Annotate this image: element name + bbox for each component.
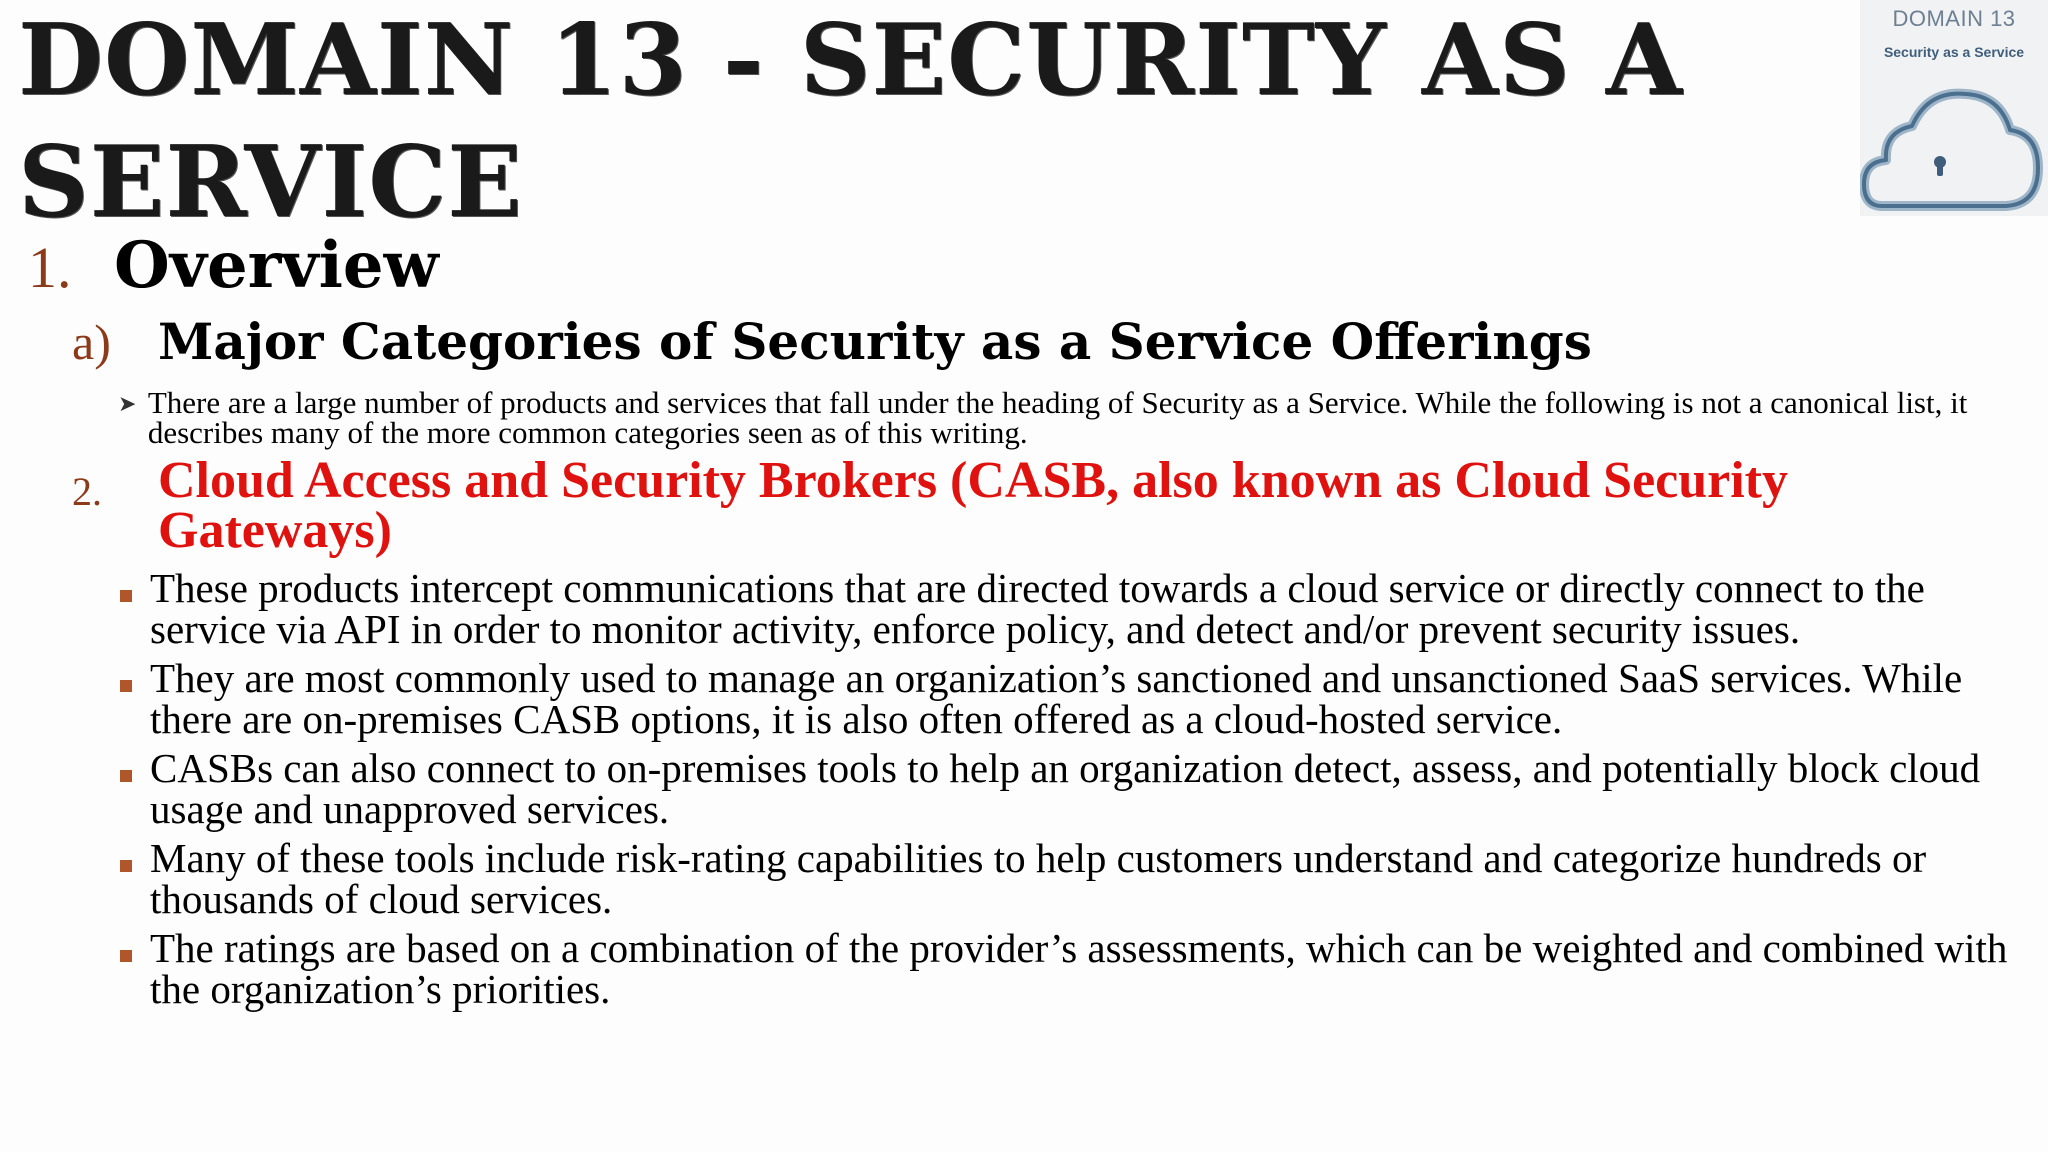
bullet-text: They are most commonly used to manage an organization’s sanctioned and unsanctioned SaaS services. While there are on-premises CASB options, it is also often offered as a cloud-hosted service. <box>150 655 1963 742</box>
list-item <box>118 655 2018 742</box>
logo-title: DOMAIN 13 <box>1892 6 2016 31</box>
logo-subtitle: Security as a Service <box>1883 44 2025 60</box>
domain-logo <box>1860 0 2048 216</box>
major-categories-bullet <box>118 385 2008 450</box>
square-bullet-icon <box>118 658 150 698</box>
arrow-bullet-icon: ➤ <box>118 392 137 417</box>
square-bullet-icon <box>118 568 150 608</box>
square-bullet-icon <box>118 928 150 968</box>
casb-number: 2. <box>72 469 102 514</box>
casb-title: Cloud Access and Security Brokers (CASB, also known as Cloud Security Gateways) <box>158 452 1789 559</box>
square-bullet-icon <box>118 748 150 788</box>
major-categories-heading <box>72 312 1592 371</box>
overview-title: Overview <box>114 228 439 303</box>
casb-bullet-list <box>118 565 2018 1018</box>
bullet-text: These products intercept communications that are directed towards a cloud service or directly connect to the service via API in order to monitor activity, enforce policy, and detect and/or prevent security issues. <box>150 565 1925 652</box>
major-categories-title: Major Categories of Security as a Service Offerings <box>158 312 1592 371</box>
casb-heading <box>72 452 1978 559</box>
list-item <box>118 925 2018 1012</box>
square-bullet-icon <box>118 838 150 878</box>
cloud-lock-icon <box>1860 80 2048 216</box>
major-categories-label: a) <box>72 314 111 370</box>
overview-heading <box>28 228 439 303</box>
bullet-text: Many of these tools include risk-rating capabilities to help customers understand and categorize hundreds or thousands of cloud services. <box>150 835 1927 922</box>
bullet-text: CASBs can also connect to on-premises tools to help an organization detect, assess, and potentially block cloud usage and unapproved services. <box>150 745 1981 832</box>
list-item <box>118 745 2018 832</box>
list-item <box>118 565 2018 652</box>
overview-number: 1. <box>28 235 72 300</box>
bullet-text: The ratings are based on a combination of the provider’s assessments, which can be weighted and combined with the organization’s priorities. <box>150 925 2008 1012</box>
major-categories-text: There are a large number of products and services that fall under the heading of Security as a Service. While the following is not a canonical list, it describes many of the more common categories seen as of this writing. <box>147 385 1968 450</box>
slide-title: DOMAIN 13 - SECURITY AS A SERVICE <box>18 3 1683 240</box>
list-item <box>118 835 2018 922</box>
